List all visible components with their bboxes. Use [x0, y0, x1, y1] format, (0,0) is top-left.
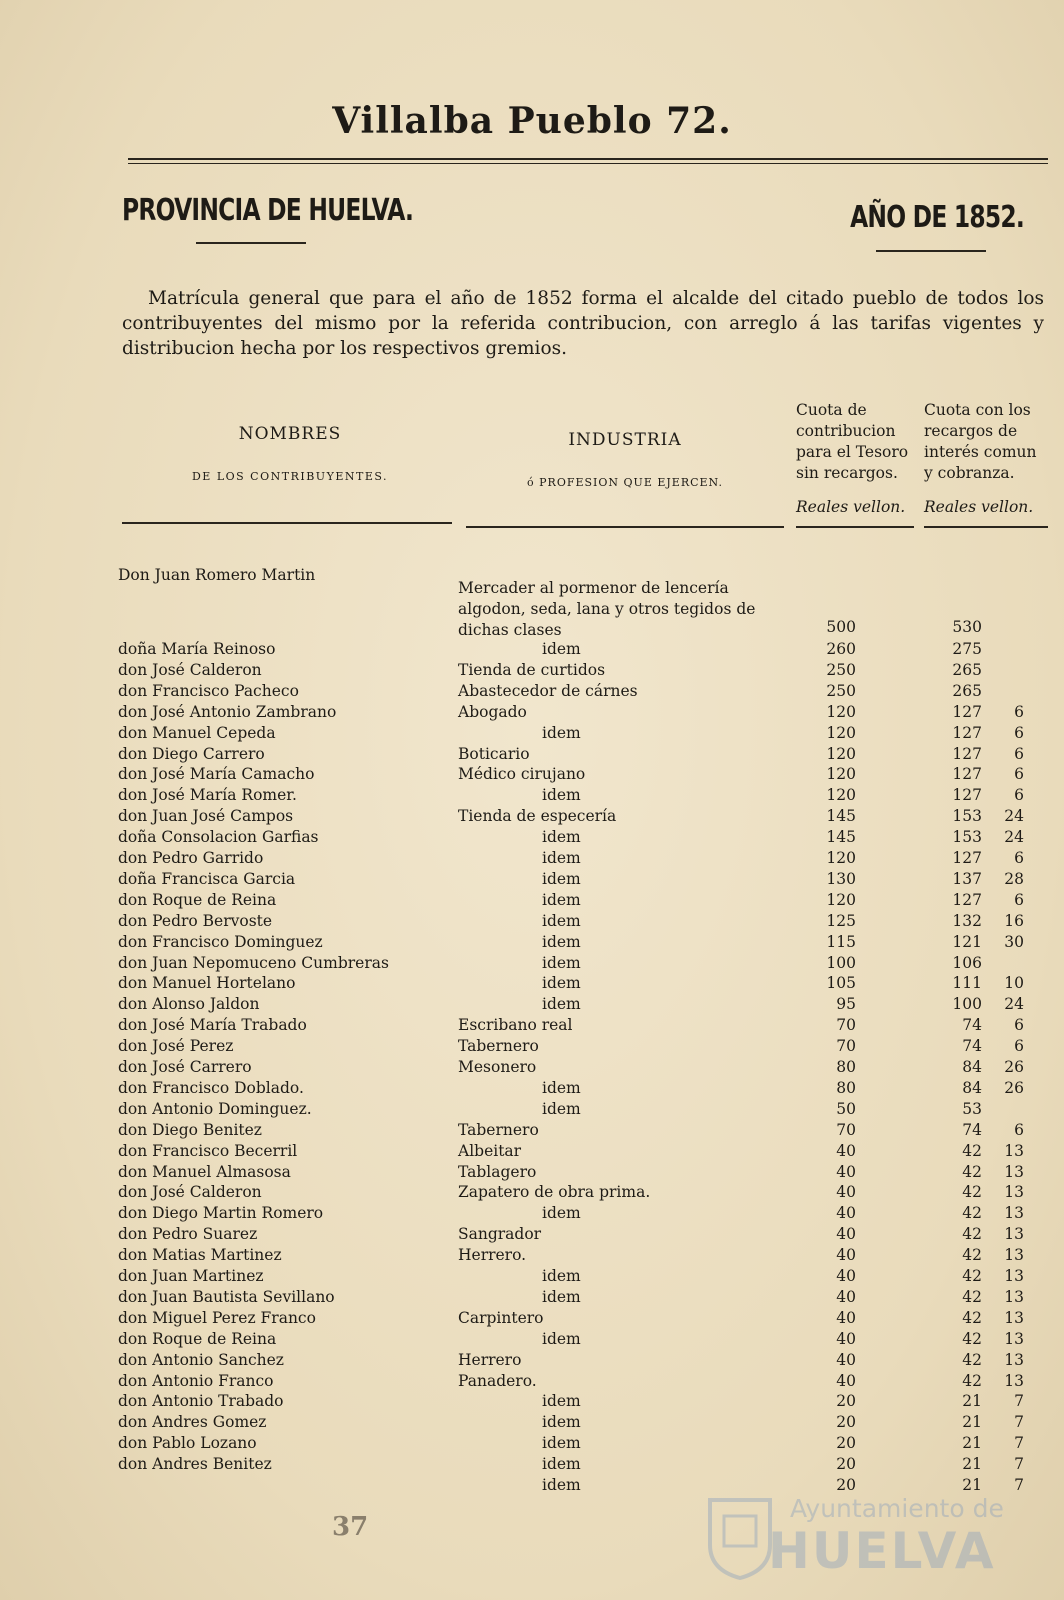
cuota-cell: 40 [836, 1225, 856, 1244]
table-row [0, 1058, 1064, 1079]
industry-cell: Mesonero [458, 1058, 537, 1076]
contributor-name: don Manuel Cepeda [118, 723, 276, 742]
total-cell: 21 [962, 1476, 982, 1494]
total-cell: 21 [962, 1434, 982, 1453]
contributor-name: don Manuel Almasosa [118, 1162, 291, 1181]
cuota-cell: 500 [826, 618, 856, 636]
column-header-cuota: Cuota de contribucion para el Tesoro sin recargos. [796, 401, 909, 482]
industry-cell: idem [542, 932, 581, 951]
total-cell: 42 [962, 1246, 982, 1265]
contributor-name: don José Calderon [118, 660, 262, 679]
cuota-cell: 100 [826, 953, 856, 972]
column-subheader-names: DE LOS CONTRIBUYENTES. [191, 470, 388, 483]
table-row [0, 1142, 1064, 1163]
province-heading: PROVINCIA DE HUELVA. [122, 193, 414, 228]
cuota-cell: 80 [836, 1078, 856, 1097]
total-fraction-cell: 26 [1004, 1058, 1024, 1076]
industry-cell: idem [542, 995, 581, 1014]
contributor-name: don José María Trabado [118, 1016, 307, 1035]
industry-cell: idem [542, 1413, 581, 1432]
watermark [700, 1490, 1020, 1580]
header-rule-industry [466, 526, 784, 528]
table-row [0, 1121, 1064, 1142]
watermark-bottom-text: HUELVA [768, 1522, 996, 1580]
total-fraction-cell: 6 [1014, 1120, 1024, 1139]
table-row [0, 786, 1064, 807]
table-row [0, 1079, 1064, 1100]
industry-cell: Tabernero [458, 1037, 539, 1056]
total-cell: 42 [962, 1183, 982, 1202]
cuota-cell: 20 [836, 1434, 856, 1453]
table-row [0, 1413, 1064, 1434]
industry-cell: Zapatero de obra prima. [458, 1183, 651, 1202]
table-row [0, 1330, 1064, 1351]
column-header-names: NOMBRES [238, 424, 342, 444]
cuota-cell: 250 [826, 681, 856, 700]
total-fraction-cell: 7 [1014, 1434, 1024, 1453]
table-row [0, 1163, 1064, 1184]
total-cell: 21 [962, 1455, 982, 1474]
title-rule [128, 158, 1048, 160]
industry-cell: Boticario [458, 744, 530, 763]
industry-cell: idem [542, 869, 581, 888]
column-header-industry: INDUSTRIA [568, 430, 682, 450]
contributor-name: don Antonio Franco [118, 1371, 274, 1390]
ornament-rule-right [876, 250, 986, 252]
industry-cell: idem [542, 828, 581, 847]
total-cell: 42 [962, 1225, 982, 1244]
total-cell: 42 [962, 1287, 982, 1306]
table-row [0, 703, 1064, 724]
industry-cell: Mercader al pormenor de lencería algodon, seda, lana y otros tegidos de dichas clases [458, 579, 756, 639]
total-fraction-cell: 13 [1004, 1371, 1024, 1390]
table-row [0, 661, 1064, 682]
total-fraction-cell: 6 [1014, 1016, 1024, 1035]
title-rule-thin [128, 163, 1048, 164]
industry-cell: idem [542, 640, 581, 658]
industry-cell: idem [542, 1204, 581, 1223]
contributor-name: doña Francisca Garcia [118, 869, 296, 888]
cuota-cell: 145 [826, 807, 856, 826]
total-fraction-cell: 10 [1004, 974, 1024, 993]
contributor-name: don Antonio Trabado [118, 1392, 284, 1411]
total-cell: 127 [952, 890, 982, 909]
table-row [0, 1351, 1064, 1372]
total-cell: 127 [952, 765, 982, 784]
total-cell: 21 [962, 1413, 982, 1432]
header-rule-cuota-recargos [924, 526, 1048, 528]
total-fraction-cell: 30 [1004, 932, 1024, 951]
total-fraction-cell: 26 [1004, 1078, 1024, 1097]
industry-cell: Médico cirujano [458, 765, 586, 784]
industry-cell: Herrero. [458, 1246, 527, 1265]
cuota-cell: 70 [836, 1016, 856, 1035]
total-fraction-cell: 13 [1004, 1329, 1024, 1348]
total-cell: 111 [952, 974, 982, 993]
industry-cell: idem [542, 1287, 581, 1306]
industry-cell: Sangrador [458, 1225, 542, 1244]
table-row [0, 995, 1064, 1016]
total-cell: 121 [952, 932, 982, 951]
contributor-name: don José Calderon [118, 1183, 262, 1202]
table-row [0, 933, 1064, 954]
total-cell: 42 [962, 1308, 982, 1327]
column-subheader-industry: ó PROFESION QUE EJERCEN. [527, 476, 723, 489]
total-fraction-cell: 24 [1004, 828, 1024, 847]
industry-cell: idem [542, 1099, 581, 1118]
total-cell: 153 [952, 828, 982, 847]
cuota-cell: 40 [836, 1308, 856, 1327]
header-rule-cuota [796, 526, 914, 528]
total-fraction-cell: 6 [1014, 890, 1024, 909]
watermark-top-text: Ayuntamiento de [790, 1494, 1004, 1523]
table-row [0, 954, 1064, 975]
total-cell: 42 [962, 1204, 982, 1223]
table-row [0, 1309, 1064, 1330]
cuota-cell: 50 [836, 1099, 856, 1118]
cuota-cell: 40 [836, 1162, 856, 1181]
total-fraction-cell: 13 [1004, 1246, 1024, 1265]
table-row [0, 974, 1064, 995]
table-row [0, 1372, 1064, 1393]
total-cell: 42 [962, 1350, 982, 1369]
total-fraction-cell: 13 [1004, 1183, 1024, 1202]
total-fraction-cell: 6 [1014, 702, 1024, 721]
table-row [0, 1100, 1064, 1121]
contributor-name: don Alonso Jaldon [118, 995, 260, 1014]
industry-cell: idem [542, 911, 581, 930]
total-fraction-cell: 16 [1004, 911, 1024, 930]
table-row [0, 807, 1064, 828]
total-fraction-cell: 6 [1014, 744, 1024, 763]
industry-cell: idem [542, 849, 581, 867]
cuota-cell: 125 [826, 911, 856, 930]
table-row [0, 912, 1064, 933]
industry-cell: idem [542, 786, 581, 805]
industry-cell: idem [542, 1434, 581, 1453]
column-header-cuota-recargos: Cuota con los recargos de interés comun y cobranza. [924, 401, 1037, 482]
cuota-cell: 20 [836, 1413, 856, 1432]
header-rule-names [122, 522, 452, 524]
table-row [0, 891, 1064, 912]
total-cell: 42 [962, 1141, 982, 1160]
total-fraction-cell: 7 [1014, 1413, 1024, 1432]
total-cell: 127 [952, 786, 982, 805]
contributor-name: don Andres Gomez [118, 1413, 267, 1432]
contributor-name: don José Antonio Zambrano [118, 702, 337, 721]
page-number: 37 [332, 1512, 369, 1542]
cuota-cell: 95 [836, 995, 856, 1014]
total-fraction-cell: 28 [1004, 869, 1024, 888]
table-row [0, 640, 1064, 661]
cuota-cell: 40 [836, 1246, 856, 1265]
industry-cell: Escribano real [458, 1016, 573, 1035]
industry-cell: idem [542, 1476, 581, 1494]
table-row [0, 1037, 1064, 1058]
table-row [0, 618, 1064, 639]
industry-cell: Panadero. [458, 1371, 537, 1390]
total-cell: 127 [952, 723, 982, 742]
total-cell: 106 [952, 953, 982, 972]
table-row [0, 1246, 1064, 1267]
cuota-cell: 145 [826, 828, 856, 847]
contributor-name: don Pedro Suarez [118, 1225, 258, 1244]
total-fraction-cell: 7 [1014, 1392, 1024, 1411]
contributor-name: doña Consolacion Garfias [118, 828, 319, 847]
industry-cell: Herrero [458, 1350, 522, 1369]
total-cell: 74 [962, 1037, 982, 1056]
total-cell: 42 [962, 1329, 982, 1348]
industry-cell: idem [542, 1078, 581, 1097]
cuota-cell: 40 [836, 1183, 856, 1202]
contributor-name: don Pedro Bervoste [118, 911, 273, 930]
industry-cell: Carpintero [458, 1308, 544, 1327]
contributor-name: don Juan Nepomuceno Cumbreras [118, 953, 389, 972]
cuota-cell: 40 [836, 1350, 856, 1369]
contributor-name: Don Juan Romero Martin [118, 566, 316, 584]
total-cell: 42 [962, 1371, 982, 1390]
contributor-name: don Andres Benitez [118, 1455, 272, 1474]
industry-cell: Tablagero [458, 1162, 537, 1181]
total-cell: 530 [952, 618, 982, 636]
industry-cell: Abogado [458, 702, 527, 721]
page-title: Villalba Pueblo 72. [332, 100, 732, 142]
contributor-name: don Juan Bautista Sevillano [118, 1287, 335, 1306]
cuota-cell: 115 [826, 932, 856, 951]
contributor-name: don Diego Benitez [118, 1120, 262, 1139]
total-fraction-cell: 13 [1004, 1204, 1024, 1223]
industry-cell: idem [542, 1329, 581, 1348]
contributor-name: don Francisco Pacheco [118, 681, 299, 700]
table-row [0, 682, 1064, 703]
table-row [0, 1392, 1064, 1413]
cuota-cell: 120 [826, 744, 856, 763]
total-fraction-cell: 13 [1004, 1225, 1024, 1244]
contributor-name: don José Perez [118, 1037, 234, 1056]
industry-cell: idem [542, 953, 581, 972]
total-fraction-cell: 7 [1014, 1455, 1024, 1474]
industry-cell: idem [542, 723, 581, 742]
total-cell: 127 [952, 744, 982, 763]
total-cell: 275 [952, 640, 982, 658]
total-cell: 74 [962, 1016, 982, 1035]
contributor-name: don Antonio Sanchez [118, 1350, 284, 1369]
industry-cell: Tienda de curtidos [458, 660, 606, 679]
contributor-name: don Juan José Campos [118, 807, 294, 826]
contributor-name: don Pablo Lozano [118, 1434, 257, 1453]
total-fraction-cell: 13 [1004, 1350, 1024, 1369]
total-fraction-cell: 24 [1004, 807, 1024, 826]
contributor-name: don Miguel Perez Franco [118, 1308, 316, 1327]
cuota-cell: 120 [826, 702, 856, 721]
contributor-name: don Matias Martinez [118, 1246, 282, 1265]
total-fraction-cell: 13 [1004, 1287, 1024, 1306]
total-cell: 127 [952, 849, 982, 867]
total-cell: 42 [962, 1162, 982, 1181]
table-row [0, 828, 1064, 849]
contributor-name: don Francisco Becerril [118, 1141, 298, 1160]
cuota-cell: 120 [826, 890, 856, 909]
cuota-cell: 250 [826, 660, 856, 679]
total-cell: 265 [952, 660, 982, 679]
industry-cell: Abastecedor de cárnes [458, 681, 638, 700]
cuota-cell: 20 [836, 1455, 856, 1474]
cuota-cell: 120 [826, 723, 856, 742]
cuota-cell: 40 [836, 1287, 856, 1306]
total-fraction-cell: 13 [1004, 1308, 1024, 1327]
total-fraction-cell: 13 [1004, 1162, 1024, 1181]
total-fraction-cell: 6 [1014, 1037, 1024, 1056]
intro-paragraph: Matrícula general que para el año de 1852 forma el alcalde del citado pueblo de todos los contribuyentes del mismo por la referida contribucion, con arreglo á las tarifas vigentes y distribucion hecha por los respectivos gremios. [122, 288, 1044, 359]
total-cell: 84 [962, 1078, 982, 1097]
table-row [0, 870, 1064, 891]
total-cell: 53 [962, 1099, 982, 1118]
contributor-name: don Antonio Dominguez. [118, 1099, 312, 1118]
table-row [0, 1016, 1064, 1037]
contributor-name: doña María Reinoso [118, 640, 276, 658]
contributor-name: don Francisco Dominguez [118, 932, 323, 951]
contributor-name: don Francisco Doblado. [118, 1078, 304, 1097]
year-heading: AÑO DE 1852. [850, 200, 1024, 235]
total-cell: 137 [952, 869, 982, 888]
contributor-name: don Pedro Garrido [118, 849, 264, 867]
cuota-cell: 40 [836, 1141, 856, 1160]
table-row [0, 1455, 1064, 1476]
industry-cell: Albeitar [458, 1141, 522, 1160]
total-cell: 127 [952, 702, 982, 721]
industry-cell: idem [542, 1267, 581, 1285]
cuota-cell: 120 [826, 765, 856, 784]
cuota-cell: 120 [826, 849, 856, 867]
total-cell: 100 [952, 995, 982, 1014]
cuota-cell: 105 [826, 974, 856, 993]
total-cell: 21 [962, 1392, 982, 1411]
table-row [0, 745, 1064, 766]
table-row [0, 1267, 1064, 1288]
total-fraction-cell: 7 [1014, 1476, 1024, 1494]
contributor-name: don Roque de Reina [118, 890, 277, 909]
cuota-cell: 40 [836, 1371, 856, 1390]
table-row [0, 1183, 1064, 1204]
total-cell: 153 [952, 807, 982, 826]
contributor-name: don José María Camacho [118, 765, 315, 784]
contributor-name: don Diego Martin Romero [118, 1204, 324, 1223]
industry-cell: idem [542, 1455, 581, 1474]
industry-cell: idem [542, 1392, 581, 1411]
cuota-cell: 80 [836, 1058, 856, 1076]
total-fraction-cell: 13 [1004, 1141, 1024, 1160]
total-fraction-cell: 24 [1004, 995, 1024, 1014]
cuota-cell: 130 [826, 869, 856, 888]
cuota-cell: 20 [836, 1392, 856, 1411]
contributor-name: don Roque de Reina [118, 1329, 277, 1348]
cuota-cell: 70 [836, 1120, 856, 1139]
contributor-name: don José Carrero [118, 1058, 252, 1076]
industry-cell: idem [542, 974, 581, 993]
industry-cell: Tabernero [458, 1120, 539, 1139]
total-fraction-cell: 6 [1014, 765, 1024, 784]
column-unit-cuota-recargos: Reales vellon. [924, 498, 1034, 516]
contributor-name: don Juan Martinez [118, 1267, 264, 1285]
ornament-rule-left [196, 242, 306, 244]
total-cell: 42 [962, 1267, 982, 1285]
cuota-cell: 20 [836, 1476, 856, 1494]
total-fraction-cell: 13 [1004, 1267, 1024, 1285]
table-row [0, 1225, 1064, 1246]
table-row [0, 1434, 1064, 1455]
industry-cell: idem [542, 890, 581, 909]
table-row [0, 849, 1064, 870]
cuota-cell: 120 [826, 786, 856, 805]
table-row [0, 765, 1064, 786]
cuota-cell: 40 [836, 1329, 856, 1348]
table-row [0, 1288, 1064, 1309]
total-cell: 265 [952, 681, 982, 700]
industry-cell: Tienda de especería [458, 807, 617, 826]
total-fraction-cell: 6 [1014, 786, 1024, 805]
total-cell: 74 [962, 1120, 982, 1139]
cuota-cell: 260 [826, 640, 856, 658]
contributor-name: don José María Romer. [118, 786, 297, 805]
table-row [0, 1204, 1064, 1225]
total-cell: 84 [962, 1058, 982, 1076]
column-unit-cuota: Reales vellon. [796, 498, 906, 516]
contributor-name: don Manuel Hortelano [118, 974, 296, 993]
total-fraction-cell: 6 [1014, 723, 1024, 742]
table-row [0, 724, 1064, 745]
cuota-cell: 70 [836, 1037, 856, 1056]
total-cell: 132 [952, 911, 982, 930]
cuota-cell: 40 [836, 1267, 856, 1285]
total-fraction-cell: 6 [1014, 849, 1024, 867]
contributor-name: don Diego Carrero [118, 744, 265, 763]
cuota-cell: 40 [836, 1204, 856, 1223]
